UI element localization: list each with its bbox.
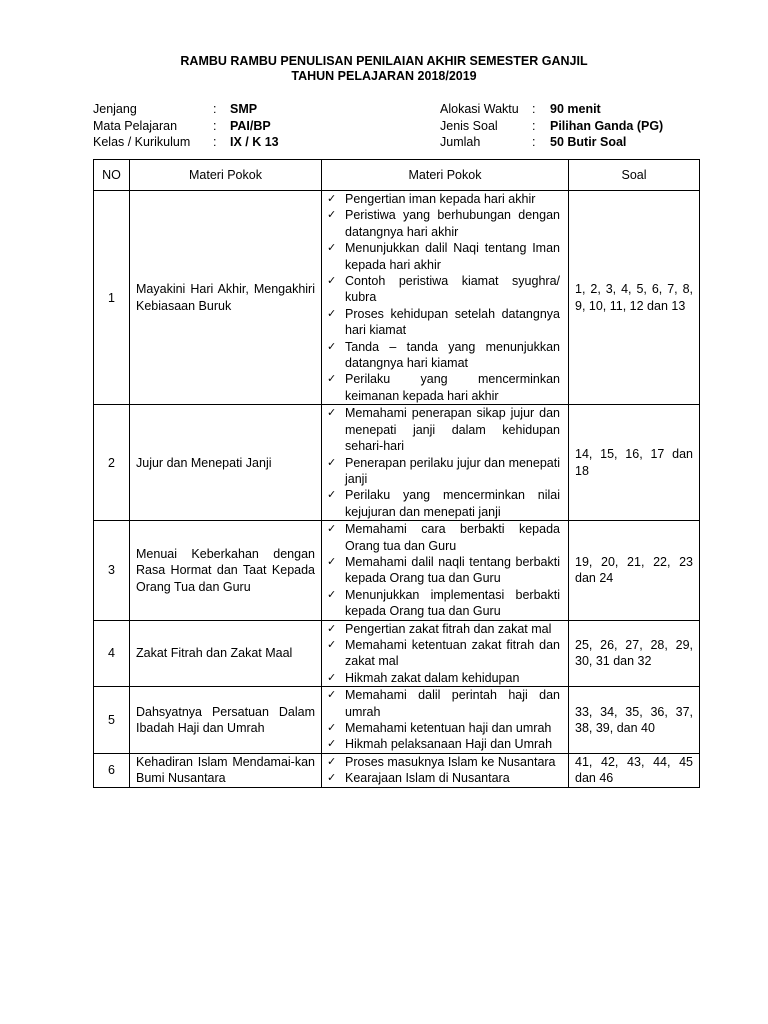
sub-materi-text: Menunjukkan dalil Naqi tentang Iman kepada hari akhir xyxy=(345,241,560,272)
sub-materi-text: Pengertian iman kepada hari akhir xyxy=(345,192,536,206)
sub-materi-cell xyxy=(322,521,569,620)
info-row-kelas-kurikulum xyxy=(93,134,279,151)
info-label: Mata Pelajaran xyxy=(93,118,178,133)
sub-materi-text: Perilaku yang mencerminkan nilai kejujuran dan menepati janji xyxy=(345,488,560,519)
check-icon: ✓ xyxy=(327,209,337,222)
list-item xyxy=(322,637,560,670)
sub-materi-cell xyxy=(322,405,569,521)
sub-materi-text: Proses kehidupan setelah datangnya hari kiamat xyxy=(345,306,560,338)
check-icon: ✓ xyxy=(327,523,337,536)
list-item xyxy=(322,687,560,720)
soal-cell: 1, 2, 3, 4, 5, 6, 7, 8, 9, 10, 11, 12 dan 13 xyxy=(569,191,700,405)
list-item xyxy=(322,240,560,273)
sub-materi-list xyxy=(322,754,560,787)
info-label: Jenis Soal xyxy=(440,118,498,133)
check-icon: ✓ xyxy=(327,456,337,469)
header-no: NO xyxy=(94,160,130,191)
info-value: 50 Butir Soal xyxy=(550,135,627,149)
sub-materi-text: Memahami cara berbakti kepada Orang tua dan Guru xyxy=(345,522,560,553)
list-item xyxy=(322,455,560,488)
sub-materi-list xyxy=(322,521,560,619)
table-row xyxy=(94,191,700,405)
info-value: IX / K 13 xyxy=(230,135,279,149)
list-item xyxy=(322,621,560,637)
materi-table xyxy=(93,159,700,788)
check-icon: ✓ xyxy=(327,489,337,502)
info-row-mata-pelajaran xyxy=(93,118,279,135)
info-block-left xyxy=(93,101,279,151)
sub-materi-text: Memahami dalil perintah haji dan umrah xyxy=(345,688,560,719)
list-item xyxy=(322,720,560,736)
list-item xyxy=(322,371,560,404)
materi-pokok-cell: Dahsyatnya Persatuan Dalam Ibadah Haji dan Umrah xyxy=(130,687,322,754)
info-colon: : xyxy=(213,118,217,133)
check-icon: ✓ xyxy=(327,738,337,751)
info-label: Jenjang xyxy=(93,102,137,116)
header-sub-materi: Materi Pokok xyxy=(322,160,569,191)
list-item xyxy=(322,339,560,372)
materi-pokok-cell: Kehadiran Islam Mendamai-kan Bumi Nusantara xyxy=(130,753,322,787)
soal-cell: 14, 15, 16, 17 dan 18 xyxy=(569,405,700,521)
sub-materi-cell xyxy=(322,687,569,754)
document-title-line-2: TAHUN PELAJARAN 2018/2019 xyxy=(291,69,477,83)
header-materi-pokok: Materi Pokok xyxy=(130,160,322,191)
materi-pokok-cell: Mayakini Hari Akhir, Mengakhiri Kebiasaan Buruk xyxy=(130,191,322,405)
sub-materi-text: Pengertian zakat fitrah dan zakat mal xyxy=(345,621,552,636)
list-item xyxy=(322,754,560,770)
table-header-row xyxy=(94,160,700,191)
sub-materi-text: Memahami ketentuan haji dan umrah xyxy=(345,721,552,735)
document-title-line-1: RAMBU RAMBU PENULISAN PENILAIAN AKHIR SEMESTER GANJIL xyxy=(180,54,588,68)
sub-materi-text: Proses masuknya Islam ke Nusantara xyxy=(345,754,556,769)
list-item xyxy=(322,587,560,620)
sub-materi-cell xyxy=(322,191,569,405)
check-icon: ✓ xyxy=(327,275,337,288)
sub-materi-text: Memahami ketentuan zakat fitrah dan zakat mal xyxy=(345,637,560,669)
info-colon: : xyxy=(532,118,536,133)
check-icon: ✓ xyxy=(327,772,337,785)
row-number: 3 xyxy=(94,521,130,620)
sub-materi-text: Memahami penerapan sikap jujur dan menepati janji dalam kehidupan sehari-hari xyxy=(345,406,560,454)
list-item xyxy=(322,405,560,454)
sub-materi-list xyxy=(322,405,560,520)
sub-materi-text: Contoh peristiwa kiamat syughra/ kubra xyxy=(345,274,560,305)
check-icon: ✓ xyxy=(327,307,337,320)
sub-materi-text: Tanda – tanda yang menunjukkan datangnya hari kiamat xyxy=(345,339,560,371)
list-item xyxy=(322,736,560,752)
sub-materi-text: Perilaku yang mencerminkan keimanan kepada hari akhir xyxy=(345,372,560,403)
table-row xyxy=(94,753,700,787)
sub-materi-cell xyxy=(322,753,569,787)
sub-materi-list xyxy=(322,191,560,404)
sub-materi-text: Hikmah pelaksanaan Haji dan Umrah xyxy=(345,737,553,752)
list-item xyxy=(322,554,560,587)
list-item xyxy=(322,770,560,786)
info-colon: : xyxy=(213,135,217,149)
sub-materi-text: Kearajaan Islam di Nusantara xyxy=(345,771,510,786)
row-number: 5 xyxy=(94,687,130,754)
check-icon: ✓ xyxy=(327,373,337,386)
info-label: Jumlah xyxy=(440,135,481,149)
row-number: 1 xyxy=(94,191,130,405)
table-body xyxy=(94,191,700,788)
materi-pokok-cell: Menuai Keberkahan dengan Rasa Hormat dan Taat Kepada Orang Tua dan Guru xyxy=(130,521,322,620)
sub-materi-text: Hikmah zakat dalam kehidupan xyxy=(345,670,520,685)
info-row-jumlah xyxy=(440,134,663,151)
info-value: 90 menit xyxy=(550,102,601,116)
check-icon: ✓ xyxy=(327,638,337,651)
check-icon: ✓ xyxy=(327,689,337,702)
check-icon: ✓ xyxy=(327,671,337,684)
check-icon: ✓ xyxy=(327,193,337,205)
check-icon: ✓ xyxy=(327,755,337,768)
check-icon: ✓ xyxy=(327,340,337,353)
header-soal: Soal xyxy=(569,160,700,191)
info-row-jenjang xyxy=(93,101,279,118)
soal-cell: 33, 34, 35, 36, 37, 38, 39, dan 40 xyxy=(569,687,700,754)
check-icon: ✓ xyxy=(327,722,337,734)
info-colon: : xyxy=(532,135,536,149)
sub-materi-text: Peristiwa yang berhubungan dengan datangnya hari akhir xyxy=(345,208,560,239)
check-icon: ✓ xyxy=(327,622,337,635)
list-item xyxy=(322,273,560,306)
sub-materi-list xyxy=(322,687,560,753)
info-colon: : xyxy=(213,102,217,116)
check-icon: ✓ xyxy=(327,588,337,601)
info-label: Alokasi Waktu xyxy=(440,102,519,116)
soal-cell: 19, 20, 21, 22, 23 dan 24 xyxy=(569,521,700,620)
info-value: SMP xyxy=(230,102,258,116)
sub-materi-text: Penerapan perilaku jujur dan menepati janji xyxy=(345,455,560,486)
table-row xyxy=(94,405,700,521)
sub-materi-cell xyxy=(322,620,569,687)
row-number: 6 xyxy=(94,753,130,787)
soal-cell: 41, 42, 43, 44, 45 dan 46 xyxy=(569,753,700,787)
list-item xyxy=(322,521,560,554)
row-number: 4 xyxy=(94,620,130,687)
check-icon: ✓ xyxy=(327,242,337,255)
row-number: 2 xyxy=(94,405,130,521)
check-icon: ✓ xyxy=(327,555,337,568)
check-icon: ✓ xyxy=(327,407,337,420)
sub-materi-text: Menunjukkan implementasi berbakti kepada Orang tua dan Guru xyxy=(345,587,560,619)
list-item xyxy=(322,670,560,686)
info-label: Kelas / Kurikulum xyxy=(93,135,191,149)
table-row xyxy=(94,521,700,620)
table-row xyxy=(94,687,700,754)
info-colon: : xyxy=(532,102,536,116)
sub-materi-list xyxy=(322,621,560,687)
info-row-alokasi-waktu xyxy=(440,101,663,118)
list-item xyxy=(322,207,560,240)
materi-pokok-cell: Jujur dan Menepati Janji xyxy=(130,405,322,521)
sub-materi-text: Memahami dalil naqli tentang berbakti kepada Orang tua dan Guru xyxy=(345,554,560,586)
soal-cell: 25, 26, 27, 28, 29, 30, 31 dan 32 xyxy=(569,620,700,687)
info-value: PAI/BP xyxy=(230,118,271,133)
list-item xyxy=(322,487,560,520)
info-value: Pilihan Ganda (PG) xyxy=(550,118,664,133)
list-item xyxy=(322,191,560,207)
info-block-right xyxy=(440,101,663,151)
list-item xyxy=(322,306,560,339)
table-row xyxy=(94,620,700,687)
info-row-jenis-soal xyxy=(440,118,663,135)
materi-pokok-cell: Zakat Fitrah dan Zakat Maal xyxy=(130,620,322,687)
